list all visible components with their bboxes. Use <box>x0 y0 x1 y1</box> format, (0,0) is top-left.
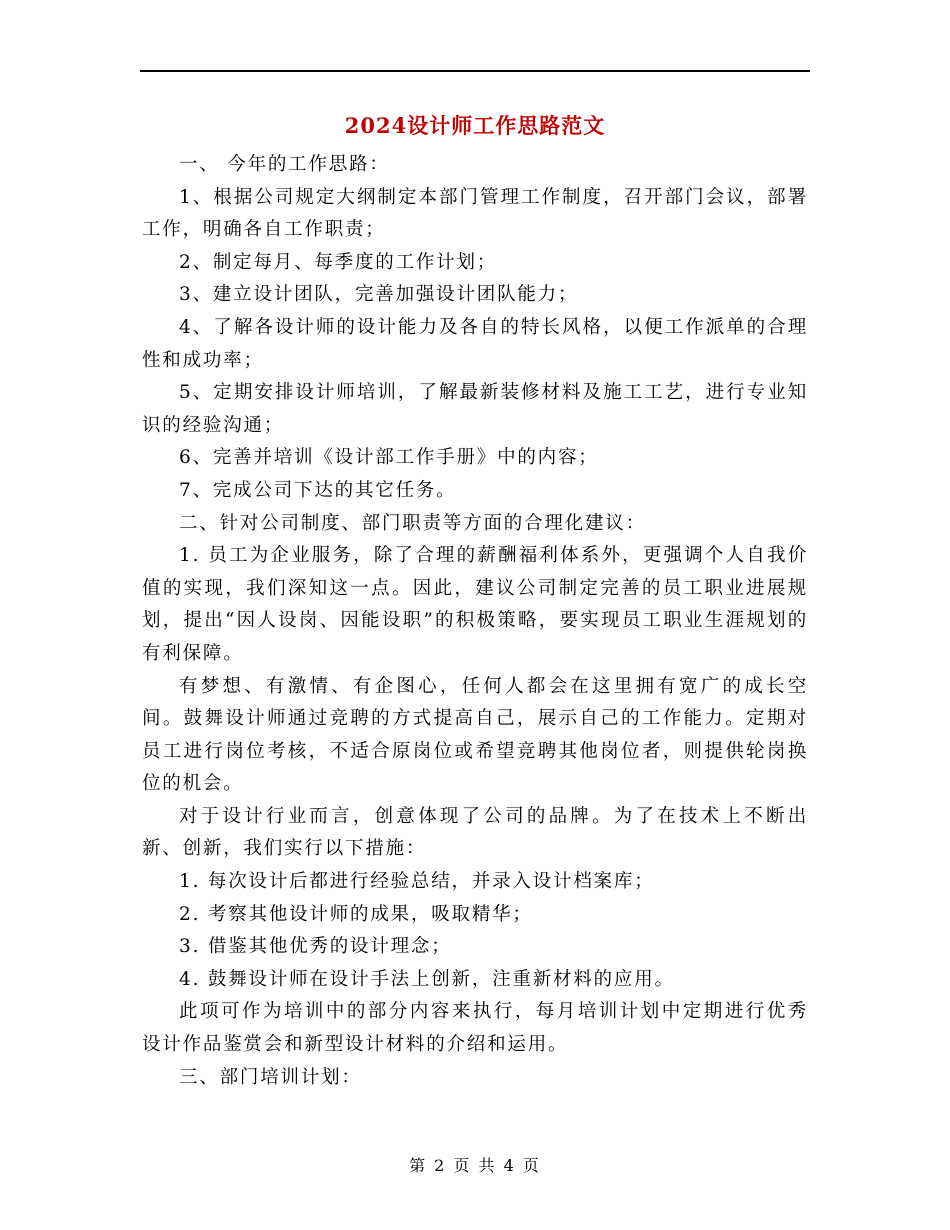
list-item: 3. 借鉴其他优秀的设计理念； <box>179 936 452 958</box>
list-item: 5、定期安排设计师培训，了解最新装修材料及施工工艺，进行专业知识的经验沟通； <box>142 382 808 436</box>
document-body <box>142 149 808 1094</box>
page-number: 第 2 页 共 4 页 <box>409 1156 541 1175</box>
section-heading-3: 三、部门培训计划： <box>179 1066 362 1088</box>
list-item: 2. 考察其他设计师的成果，吸取精华； <box>179 903 533 925</box>
body-paragraph: 此项可作为培训中的部分内容来执行，每月培训计划中定期进行优秀设计作品鉴赏会和新型设计材料的介绍和运用。 <box>142 1001 808 1056</box>
body-paragraph: 1. 员工为企业服务，除了合理的薪酬福利体系外，更强调个人自我价值的实现，我们深知这一点。因此，建议公司制定完善的员工职业进展规划，提出“因人设岗、因能设职”的积极策略，要实现员工职业生涯规划的有利保障。 <box>142 545 808 664</box>
header-rule <box>140 70 810 72</box>
list-item: 1. 每次设计后都进行经验总结，并录入设计档案库； <box>179 871 655 893</box>
list-item: 6、完善并培训《设计部工作手册》中的内容； <box>179 447 599 469</box>
section-heading-2: 二、针对公司制度、部门职责等方面的合理化建议： <box>179 512 646 534</box>
body-paragraph: 有梦想、有激情、有企图心，任何人都会在这里拥有宽广的成长空间。鼓舞设计师通过竞聘的方式提高自己，展示自己的工作能力。定期对员工进行岗位考核，不适合原岗位或希望竞聘其他岗位者，则提供轮岗换位的机会。 <box>142 675 808 795</box>
list-item: 4、了解各设计师的设计能力及各自的特长风格，以便工作派单的合理性和成功率； <box>142 316 808 371</box>
list-item: 7、完成公司下达的其它任务。 <box>179 479 457 501</box>
list-item: 2、制定每月、每季度的工作计划； <box>179 251 498 273</box>
list-item: 4. 鼓舞设计师在设计手法上创新，注重新材料的应用。 <box>179 968 675 990</box>
list-item: 3、建立设计团队，完善加强设计团队能力； <box>179 284 579 306</box>
body-paragraph: 对于设计行业而言，创意体现了公司的品牌。为了在技术上不断出新、创新，我们实行以下措施： <box>142 805 808 860</box>
section-heading-1: 一、 今年的工作思路： <box>179 154 390 175</box>
list-item: 1、根据公司规定大纲制定本部门管理工作制度，召开部门会议，部署工作，明确各自工作职责； <box>142 186 808 241</box>
document-title: 2024设计师工作思路范文 <box>344 113 606 138</box>
